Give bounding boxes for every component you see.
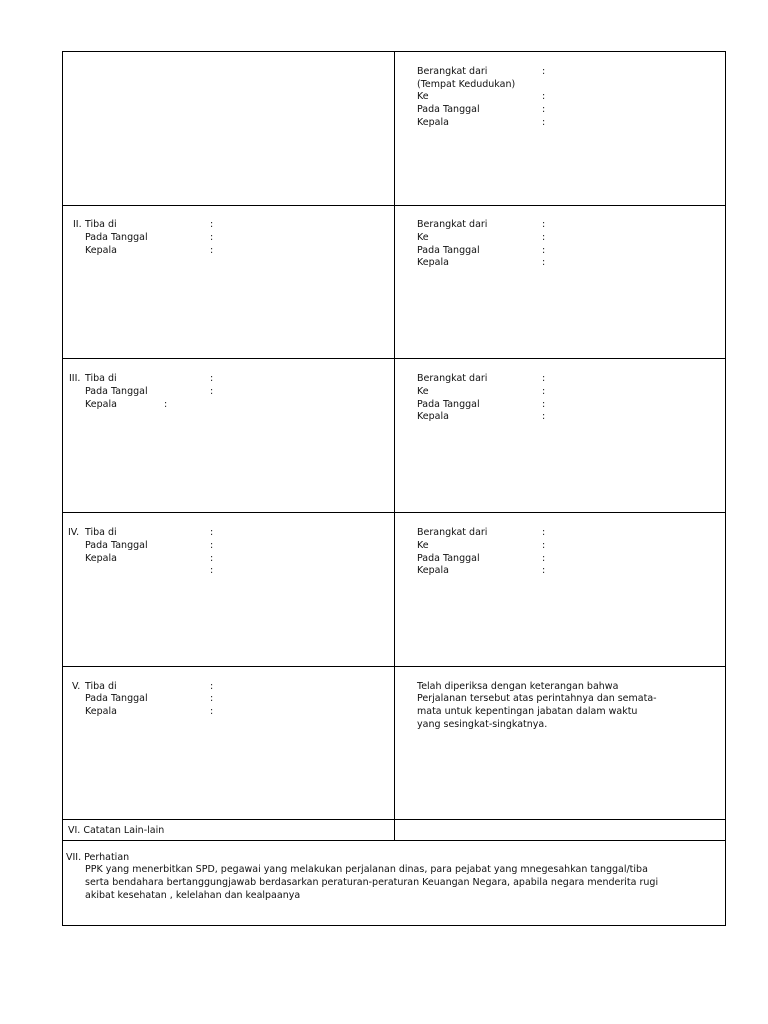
verification-text: yang sesingkat-singkatnya. <box>417 719 548 730</box>
attention-label: VII. Perhatian <box>66 852 130 863</box>
field-label: Kepala <box>417 257 449 268</box>
field-label: Berangkat dari <box>417 373 488 384</box>
notes-label: VI. Catatan Lain-lain <box>68 825 165 836</box>
colon: : <box>542 232 546 243</box>
section-number: II. <box>73 219 82 230</box>
colon: : <box>210 540 214 551</box>
attention-text: PPK yang menerbitkan SPD, pegawai yang melakukan perjalanan dinas, para pejabat yang mnegesahkan tanggal/tiba <box>85 864 648 875</box>
row-divider <box>62 512 726 513</box>
colon: : <box>210 527 214 538</box>
field-label: Kepala <box>417 565 449 576</box>
row-divider <box>62 840 726 841</box>
field-label: Pada Tanggal <box>417 245 480 256</box>
row-divider <box>62 666 726 667</box>
colon: : <box>210 386 214 397</box>
colon: : <box>542 399 546 410</box>
section-number: III. <box>69 373 81 384</box>
colon: : <box>210 693 214 704</box>
field-label: Ke <box>417 540 429 551</box>
colon: : <box>542 411 546 422</box>
field-label: Ke <box>417 232 429 243</box>
field-label: Pada Tanggal <box>417 104 480 115</box>
field-label: Pada Tanggal <box>85 386 148 397</box>
colon: : <box>210 553 214 564</box>
colon: : <box>542 553 546 564</box>
colon: : <box>542 373 546 384</box>
field-label: Kepala <box>85 399 117 410</box>
row-divider <box>62 205 726 206</box>
colon: : <box>210 245 214 256</box>
attention-text: serta bendahara bertanggungjawab berdasarkan peraturan-peraturan Keuangan Negara, apabila negara menderita rugi <box>85 877 659 888</box>
colon: : <box>542 91 546 102</box>
field-label: Berangkat dari <box>417 66 488 77</box>
field-label: Pada Tanggal <box>85 540 148 551</box>
field-label: Tiba di <box>85 527 117 538</box>
attention-text: akibat kesehatan , kelelahan dan kealpaanya <box>85 890 301 901</box>
field-label: (Tempat Kedudukan) <box>417 79 516 90</box>
colon: : <box>210 681 214 692</box>
field-label: Kepala <box>85 553 117 564</box>
field-label: Pada Tanggal <box>417 553 480 564</box>
colon: : <box>542 104 546 115</box>
field-label: Kepala <box>85 245 117 256</box>
field-label: Pada Tanggal <box>85 693 148 704</box>
field-label: Ke <box>417 91 429 102</box>
field-label: Kepala <box>85 706 117 717</box>
colon: : <box>210 219 214 230</box>
column-divider <box>394 51 395 841</box>
colon: : <box>542 219 546 230</box>
colon: : <box>542 527 546 538</box>
verification-text: Perjalanan tersebut atas perintahnya dan semata- <box>417 693 657 704</box>
field-label: Kepala <box>417 411 449 422</box>
colon: : <box>542 386 546 397</box>
colon: : <box>210 565 214 576</box>
verification-text: mata untuk kepentingan jabatan dalam waktu <box>417 706 638 717</box>
field-label: Tiba di <box>85 219 117 230</box>
field-label: Ke <box>417 386 429 397</box>
colon: : <box>542 66 546 77</box>
colon: : <box>164 399 168 410</box>
field-label: Tiba di <box>85 373 117 384</box>
field-label: Tiba di <box>85 681 117 692</box>
colon: : <box>542 565 546 576</box>
colon: : <box>542 540 546 551</box>
field-label: Berangkat dari <box>417 527 488 538</box>
colon: : <box>542 245 546 256</box>
section-number: IV. <box>68 527 80 538</box>
colon: : <box>210 373 214 384</box>
field-label: Pada Tanggal <box>85 232 148 243</box>
verification-text: Telah diperiksa dengan keterangan bahwa <box>417 681 619 692</box>
colon: : <box>210 232 214 243</box>
field-label: Kepala <box>417 117 449 128</box>
field-label: Berangkat dari <box>417 219 488 230</box>
section-number: V. <box>72 681 81 692</box>
row-divider <box>62 819 726 820</box>
colon: : <box>210 706 214 717</box>
row-divider <box>62 358 726 359</box>
colon: : <box>542 117 546 128</box>
colon: : <box>542 257 546 268</box>
field-label: Pada Tanggal <box>417 399 480 410</box>
